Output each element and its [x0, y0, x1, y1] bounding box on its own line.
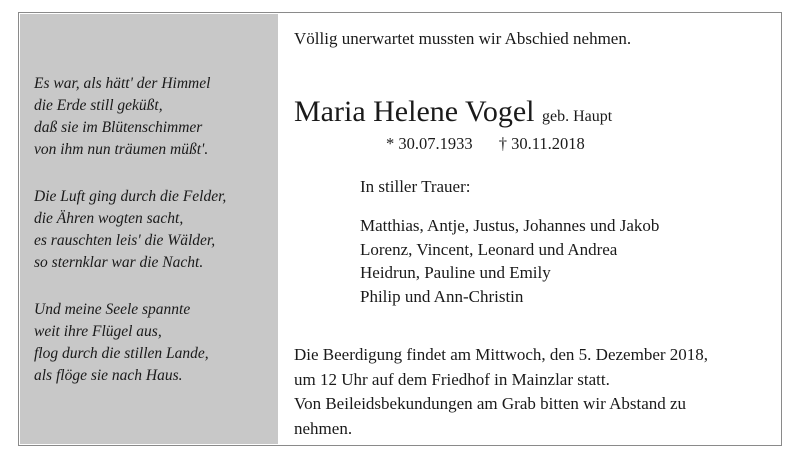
family-line: Matthias, Antje, Justus, Johannes und Jakob — [360, 216, 660, 235]
death-date: † 30.11.2018 — [498, 134, 585, 153]
poem-stanza-2 — [34, 186, 274, 274]
poem-line: so sternklar war die Nacht. — [34, 254, 204, 271]
family-list — [360, 214, 659, 308]
poem-line: Und meine Seele spannte — [34, 301, 191, 318]
mourning-label: In stiller Trauer: — [360, 177, 471, 196]
funeral-line: Die Beerdigung findet am Mittwoch, den 5. Dezember 2018, — [294, 345, 709, 364]
deceased-name: Maria Helene Vogel — [294, 95, 535, 128]
funeral-line: um 12 Uhr auf dem Friedhof in Mainzlar statt. — [294, 369, 610, 389]
poem-line: von ihm nun träumen müßt'. — [34, 141, 209, 158]
funeral-info — [294, 343, 774, 441]
deceased-name-line — [294, 95, 612, 134]
poem-line: weit ihre Flügel aus, — [34, 323, 162, 340]
poem-line: als flöge sie nach Haus. — [34, 367, 183, 384]
notice-text-column — [294, 0, 774, 461]
family-line: Lorenz, Vincent, Leonard und Andrea — [360, 239, 618, 259]
poem-line: die Ähren wogten sacht, — [34, 210, 184, 227]
intro-text: Völlig unerwartet mussten wir Abschied nehmen. — [294, 29, 632, 48]
birth-date: * 30.07.1933 — [386, 134, 473, 153]
poem-line: flog durch die stillen Lande, — [34, 345, 209, 362]
poem-stanza-1 — [34, 73, 274, 161]
poem-line: Es war, als hätt' der Himmel — [34, 75, 211, 92]
poem-line: Die Luft ging durch die Felder, — [34, 188, 227, 205]
maiden-name: geb. Haupt — [541, 108, 613, 125]
family-line: Heidrun, Pauline und Emily — [360, 263, 551, 282]
funeral-line: Von Beileidsbekundungen am Grab bitten wir Abstand zu — [294, 394, 687, 413]
poem-line: daß sie im Blütenschimmer — [34, 119, 203, 136]
poem-line: es rauschten leis' die Wälder, — [34, 232, 216, 249]
poem-panel — [20, 14, 278, 444]
family-line: Philip und Ann-Christin — [360, 286, 524, 306]
funeral-line: nehmen. — [294, 418, 353, 438]
poem-line: die Erde still geküßt, — [34, 97, 163, 114]
life-dates — [386, 134, 585, 154]
poem-stanza-3 — [34, 299, 274, 387]
